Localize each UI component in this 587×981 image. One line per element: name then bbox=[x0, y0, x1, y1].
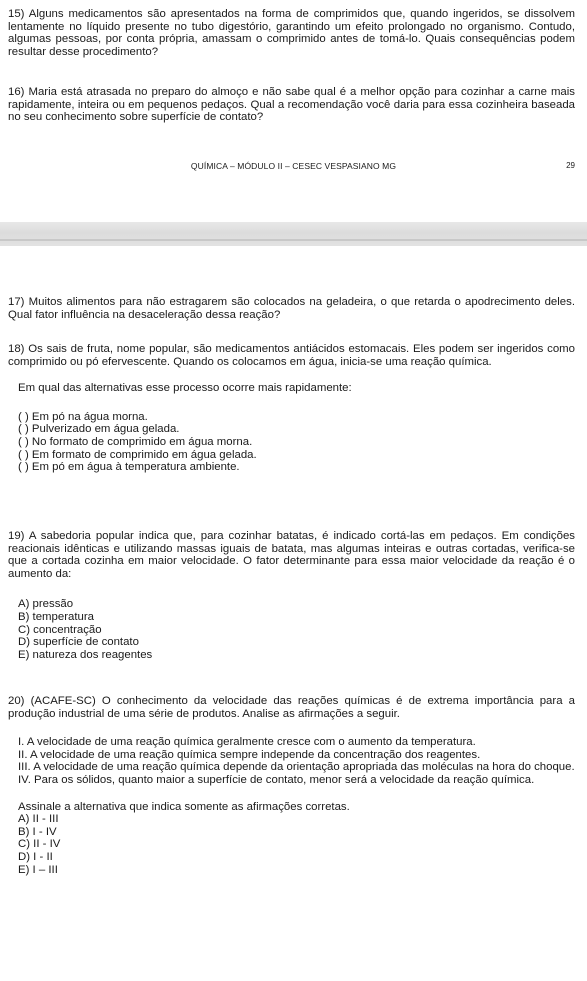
question-18-prompt: Em qual das alternativas esse processo ocorre mais rapidamente: bbox=[18, 382, 352, 395]
option-item: ( ) No formato de comprimido em água morna. bbox=[18, 435, 253, 448]
statement-item: II. A velocidade de uma reação química sempre independe da concentração dos reagentes. bbox=[18, 748, 481, 761]
statement-item: III. A velocidade de uma reação química depende da orientação apropriada das moléculas na hora do choque. bbox=[18, 761, 575, 774]
page-break bbox=[0, 222, 587, 246]
statement-item: IV. Para os sólidos, quanto maior a superfície de contato, menor será a velocidade da reação química. bbox=[18, 773, 535, 786]
question-16 bbox=[8, 86, 575, 124]
question-15 bbox=[8, 8, 575, 58]
option-item: C) II - IV bbox=[18, 838, 61, 851]
option-item: B) I - IV bbox=[18, 825, 57, 838]
question-15-text: 15) Alguns medicamentos são apresentados na forma de comprimidos que, quando ingeridos, se dissolvem lentamente no líquido presente no tubo digestório, garantindo um efeito prolongado no organismo. Contudo, algumas pessoas, por conta própria, amassam o comprimido antes de tomá-lo. Quais consequências podem resultar desse procedimento? bbox=[8, 8, 575, 58]
question-18-text: 18) Os sais de fruta, nome popular, são medicamentos antiácidos estomacais. Eles podem ser ingeridos como comprimido ou pó efervescente. Quando os colocamos em água, inicia-se uma reação química. bbox=[8, 343, 575, 368]
option-item: D) superfície de contato bbox=[18, 636, 139, 649]
question-18-options bbox=[8, 411, 575, 474]
page-break-line bbox=[0, 239, 587, 241]
footer-text: QUÍMICA – MÓDULO II – CESEC VESPASIANO MG bbox=[190, 161, 397, 171]
option-item: B) temperatura bbox=[18, 610, 94, 623]
question-20-options bbox=[8, 813, 575, 876]
option-item: ( ) Pulverizado em água gelada. bbox=[18, 423, 180, 436]
statement-item: I. A velocidade de uma reação química geralmente cresce com o aumento da temperatura. bbox=[18, 736, 476, 749]
option-item: A) II - III bbox=[18, 813, 59, 826]
page-footer bbox=[0, 160, 587, 174]
page-number: 29 bbox=[566, 161, 575, 170]
question-18 bbox=[8, 343, 575, 474]
question-20-text: 20) (ACAFE-SC) O conhecimento da velocidade das reações químicas é de extrema importância para a produção industrial de uma série de produtos. Analise as afirmações a seguir. bbox=[8, 695, 575, 720]
option-item: ( ) Em pó na água morna. bbox=[18, 410, 148, 423]
option-item: A) pressão bbox=[18, 598, 74, 611]
question-16-text: 16) Maria está atrasada no preparo do almoço e não sabe qual é a melhor opção para cozinhar a carne mais rapidamente, inteira ou em pequenos pedaços. Qual a recomendação você daria para essa cozinheira baseada no seu conhecimento sobre superfície de contato? bbox=[8, 86, 575, 124]
question-20 bbox=[8, 695, 575, 876]
question-20-prompt: Assinale a alternativa que indica somente as afirmações corretas. bbox=[18, 800, 350, 813]
option-item: ( ) Em formato de comprimido em água gelada. bbox=[18, 448, 257, 461]
option-item: E) I – III bbox=[18, 863, 58, 876]
question-17-text: 17) Muitos alimentos para não estragarem são colocados na geladeira, o que retarda o apodrecimento deles. Qual fator influência na desaceleração dessa reação? bbox=[8, 296, 575, 321]
option-item: D) I - II bbox=[18, 850, 53, 863]
question-19-text: 19) A sabedoria popular indica que, para cozinhar batatas, é indicado cortá-las em pedaços. Em condições reacionais idênticas e utilizando massas iguais de batata, mas algumas inteiras e outras cortadas, verifica-se que a cortada cozinha em maior velocidade. O fator determinante para essa maior velocidade da reação é o aumento da: bbox=[8, 530, 575, 580]
question-19 bbox=[8, 530, 575, 661]
option-item: ( ) Em pó em água à temperatura ambiente. bbox=[18, 461, 240, 474]
option-item: C) concentração bbox=[18, 623, 102, 636]
question-19-options bbox=[8, 598, 575, 661]
question-20-statements bbox=[8, 736, 575, 786]
option-item: E) natureza dos reagentes bbox=[18, 648, 153, 661]
question-17 bbox=[8, 296, 575, 321]
